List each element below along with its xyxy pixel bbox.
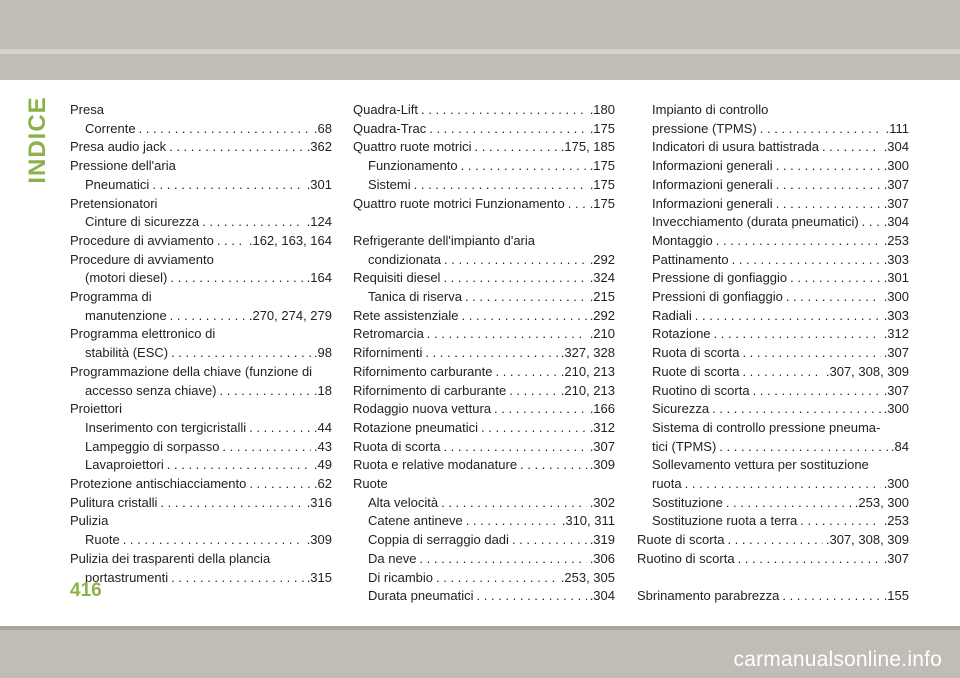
entry-term: Ruote xyxy=(353,476,388,492)
entry-term: Pattinamento xyxy=(652,251,729,267)
index-entry xyxy=(353,456,615,475)
index-subentry xyxy=(70,569,332,588)
entry-page-ref: .315 xyxy=(306,569,332,585)
entry-page-ref: .175 xyxy=(589,120,615,136)
dot-leader xyxy=(685,475,881,494)
entry-term: Durata pneumatici xyxy=(368,588,474,604)
entry-page-ref: .210, 213 xyxy=(560,363,615,379)
entry-term: Sostituzione xyxy=(652,494,723,510)
entry-page-ref: .43 xyxy=(313,438,332,454)
page-number: 416 xyxy=(70,580,102,601)
entry-page-ref: .210, 213 xyxy=(560,382,615,398)
entry-term: Quadra-Trac xyxy=(353,120,427,136)
dot-leader xyxy=(461,157,587,176)
entry-term: Alta velocità xyxy=(368,494,439,510)
entry-page-ref: .309 xyxy=(589,457,615,473)
entry-term: Catene antineve xyxy=(368,513,463,529)
dot-leader xyxy=(477,587,587,606)
entry-term: pressione (TPMS) xyxy=(652,120,757,136)
dot-leader xyxy=(742,363,822,382)
dot-leader xyxy=(171,344,311,363)
entry-term: Retromarcia xyxy=(353,326,424,342)
entry-term: Programma di xyxy=(70,289,152,305)
entry-term: stabilità (ESC) xyxy=(85,345,169,361)
index-subentry xyxy=(637,512,909,531)
entry-page-ref: .175 xyxy=(589,176,615,192)
entry-page-ref: .301 xyxy=(883,270,909,286)
entry-term: Pressione dell'aria xyxy=(70,158,176,174)
index-subentry xyxy=(637,101,909,120)
dot-leader xyxy=(249,419,311,438)
entry-term: Pressione di gonfiaggio xyxy=(652,270,788,286)
dot-leader xyxy=(714,325,881,344)
index-subentry xyxy=(637,475,909,494)
index-entry xyxy=(70,325,332,344)
dot-leader xyxy=(444,251,587,270)
entry-term: Ruotino di scorta xyxy=(652,382,750,398)
entry-term: Ruotino di scorta xyxy=(637,550,735,566)
index-subentry xyxy=(637,232,909,251)
dot-leader xyxy=(790,269,881,288)
index-subentry xyxy=(70,382,332,401)
dot-leader xyxy=(822,138,881,157)
entry-page-ref: .306 xyxy=(589,550,615,566)
entry-page-ref: .304 xyxy=(883,139,909,155)
index-subentry xyxy=(637,269,909,288)
dot-leader xyxy=(742,344,880,363)
entry-page-ref: .302 xyxy=(589,494,615,510)
index-subentry xyxy=(70,120,332,139)
entry-term: Proiettori xyxy=(70,401,123,417)
entry-page-ref: .300 xyxy=(883,158,909,174)
index-subentry xyxy=(637,251,909,270)
index-entry xyxy=(70,195,332,214)
entry-term: Ruote di scorta xyxy=(652,363,740,379)
footer-stripe xyxy=(0,626,960,630)
index-subentry xyxy=(637,307,909,326)
dot-leader xyxy=(726,494,852,513)
entry-page-ref: .124 xyxy=(306,214,332,230)
index-entry xyxy=(70,400,332,419)
entry-page-ref: .175 xyxy=(589,195,615,211)
entry-term: Pulizia xyxy=(70,513,109,529)
entry-term: Sistema di controllo pressione pneuma- xyxy=(652,419,881,435)
dot-leader xyxy=(776,176,881,195)
entry-term: Programmazione della chiave (funzione di xyxy=(70,363,313,379)
index-subentry xyxy=(637,120,909,139)
entry-term: Sostituzione ruota a terra xyxy=(652,513,798,529)
dot-leader xyxy=(419,550,586,569)
entry-page-ref: .307 xyxy=(883,195,909,211)
entry-page-ref: .270, 274, 279 xyxy=(248,307,332,323)
entry-page-ref: .253 xyxy=(883,513,909,529)
dot-leader xyxy=(169,138,304,157)
entry-term: Rotazione xyxy=(652,326,711,342)
top-header-band xyxy=(0,0,960,80)
dot-leader xyxy=(202,213,304,232)
entry-term: Funzionamento xyxy=(368,158,458,174)
index-entry xyxy=(70,157,332,176)
index-entry xyxy=(353,400,615,419)
dot-leader xyxy=(719,438,888,457)
header-stripe xyxy=(0,49,960,54)
dot-leader xyxy=(436,569,558,588)
entry-page-ref: .312 xyxy=(883,326,909,342)
entry-page-ref: .253, 300 xyxy=(854,494,909,510)
entry-term: Rotazione pneumatici xyxy=(353,419,479,435)
dot-leader xyxy=(786,288,881,307)
entry-term: Rete assistenziale xyxy=(353,307,459,323)
index-subentry xyxy=(353,587,615,606)
dot-leader xyxy=(414,176,587,195)
entry-term: manutenzione xyxy=(85,307,167,323)
entry-page-ref: .300 xyxy=(883,289,909,305)
entry-term: accesso senza chiave) xyxy=(85,382,217,398)
entry-page-ref: .44 xyxy=(313,419,332,435)
entry-term: Da neve xyxy=(368,550,417,566)
entry-page-ref: .307, 308, 309 xyxy=(825,532,909,548)
entry-page-ref: .324 xyxy=(589,270,615,286)
entry-page-ref: .180 xyxy=(589,102,615,117)
entry-term: Ruote di scorta xyxy=(637,532,725,548)
index-spacer xyxy=(353,213,615,232)
entry-term: Tanica di riserva xyxy=(368,289,462,305)
index-subentry xyxy=(353,157,615,176)
index-subentry xyxy=(70,438,332,457)
entry-term: Sistemi xyxy=(368,176,411,192)
dot-leader xyxy=(170,269,303,288)
index-entry xyxy=(70,251,332,270)
index-entry xyxy=(70,101,332,120)
entry-page-ref: .18 xyxy=(313,382,332,398)
index-entry xyxy=(353,344,615,363)
index-subentry xyxy=(637,382,909,401)
index-subentry xyxy=(637,419,909,438)
entry-page-ref: .303 xyxy=(883,251,909,267)
dot-leader xyxy=(512,531,587,550)
index-entry xyxy=(353,195,615,214)
entry-term: portastrumenti xyxy=(85,569,169,585)
dot-leader xyxy=(712,400,881,419)
entry-term: condizionata xyxy=(368,251,441,267)
entry-term: Cinture di sicurezza xyxy=(85,214,200,230)
dot-leader xyxy=(222,438,311,457)
index-entry xyxy=(637,550,909,569)
index-entry xyxy=(353,438,615,457)
entry-term: Rifornimento carburante xyxy=(353,363,493,379)
index-entry xyxy=(70,494,332,513)
entry-page-ref: .155 xyxy=(883,588,909,604)
entry-term: Pulitura cristalli xyxy=(70,494,158,510)
dot-leader xyxy=(421,101,587,120)
entry-term: ruota xyxy=(652,476,682,492)
index-subentry xyxy=(637,213,909,232)
index-subentry xyxy=(353,494,615,513)
index-subentry xyxy=(353,550,615,569)
dot-leader xyxy=(753,382,881,401)
dot-leader xyxy=(249,475,311,494)
dot-leader xyxy=(429,120,586,139)
entry-page-ref: .166 xyxy=(589,401,615,417)
dot-leader xyxy=(443,438,586,457)
index-subentry xyxy=(70,213,332,232)
dot-leader xyxy=(800,512,880,531)
entry-page-ref: .300 xyxy=(883,401,909,417)
entry-page-ref: .312 xyxy=(589,419,615,435)
dot-leader xyxy=(568,195,587,214)
index-entry xyxy=(637,531,909,550)
entry-page-ref: .307 xyxy=(883,382,909,398)
entry-page-ref: .175, 185 xyxy=(560,139,615,155)
entry-term: Informazioni generali xyxy=(652,176,773,192)
dot-leader xyxy=(782,587,880,606)
index-subentry xyxy=(637,176,909,195)
entry-term: Pretensionatori xyxy=(70,195,158,211)
index-subentry xyxy=(70,269,332,288)
entry-page-ref: .300 xyxy=(883,476,909,492)
index-column-3 xyxy=(637,101,909,606)
entry-page-ref: .253, 305 xyxy=(560,569,615,585)
index-entry xyxy=(70,512,332,531)
entry-page-ref: .307 xyxy=(589,438,615,454)
entry-page-ref: .303 xyxy=(883,307,909,323)
entry-page-ref: .111 xyxy=(885,120,909,136)
index-entry xyxy=(70,288,332,307)
entry-term: Sollevamento vettura per sostituzione xyxy=(652,457,869,473)
entry-page-ref: .210 xyxy=(589,326,615,342)
index-subentry xyxy=(70,344,332,363)
entry-page-ref: .292 xyxy=(589,307,615,323)
dot-leader xyxy=(160,494,303,513)
entry-page-ref: .49 xyxy=(313,457,332,473)
entry-term: Pulizia dei trasparenti della plancia xyxy=(70,550,271,566)
index-subentry xyxy=(353,288,615,307)
index-column-1 xyxy=(70,101,332,587)
watermark-text: carmanualsonline.info xyxy=(733,648,942,671)
entry-term: Pneumatici xyxy=(85,176,150,192)
entry-term: Informazioni generali xyxy=(652,158,773,174)
entry-term: Inserimento con tergicristalli xyxy=(85,419,247,435)
entry-page-ref: .304 xyxy=(589,588,615,604)
index-subentry xyxy=(637,456,909,475)
index-entry xyxy=(353,382,615,401)
entry-page-ref: .327, 328 xyxy=(560,345,615,361)
entry-term: Informazioni generali xyxy=(652,195,773,211)
dot-leader xyxy=(170,307,246,326)
entry-page-ref: .164 xyxy=(306,270,332,286)
index-subentry xyxy=(70,531,332,550)
entry-term: Di ricambio xyxy=(368,569,434,585)
index-subentry xyxy=(637,363,909,382)
index-entry xyxy=(353,419,615,438)
index-subentry xyxy=(353,569,615,588)
index-entry xyxy=(70,363,332,382)
dot-leader xyxy=(776,195,881,214)
index-subentry xyxy=(70,307,332,326)
entry-page-ref: .292 xyxy=(589,251,615,267)
dot-leader xyxy=(466,512,559,531)
entry-page-ref: .307 xyxy=(883,176,909,192)
entry-term: Sbrinamento parabrezza xyxy=(637,588,780,604)
entry-page-ref: .68 xyxy=(313,120,332,136)
index-entry xyxy=(70,475,332,494)
dot-leader xyxy=(776,157,881,176)
index-subentry xyxy=(637,157,909,176)
entry-term: Ruota di scorta xyxy=(353,438,441,454)
dot-leader xyxy=(220,382,311,401)
index-subentry xyxy=(353,176,615,195)
dot-leader xyxy=(139,120,311,139)
dot-leader xyxy=(217,232,246,251)
index-entry xyxy=(353,101,615,120)
entry-page-ref: .309 xyxy=(306,532,332,548)
entry-page-ref: .162, 163, 164 xyxy=(248,232,332,248)
entry-page-ref: .307, 308, 309 xyxy=(825,363,909,379)
entry-page-ref: .175 xyxy=(589,158,615,174)
entry-page-ref: .310, 311 xyxy=(561,513,615,529)
entry-term: Rifornimenti xyxy=(353,345,423,361)
index-entry xyxy=(353,232,615,251)
entry-term: Programma elettronico di xyxy=(70,326,216,342)
index-column-2 xyxy=(353,101,615,606)
entry-page-ref: .307 xyxy=(883,550,909,566)
dot-leader xyxy=(732,251,881,270)
dot-leader xyxy=(509,382,558,401)
section-label: INDICE xyxy=(24,96,51,184)
index-subentry xyxy=(353,531,615,550)
dot-leader xyxy=(465,288,587,307)
dot-leader xyxy=(462,307,587,326)
index-subentry xyxy=(637,494,909,513)
entry-term: (motori diesel) xyxy=(85,270,168,286)
index-entry xyxy=(353,120,615,139)
index-subentry xyxy=(637,438,909,457)
entry-page-ref: .304 xyxy=(883,214,909,230)
entry-term: Procedure di avviamento xyxy=(70,232,214,248)
entry-page-ref: .319 xyxy=(589,532,615,548)
entry-term: Refrigerante dell'impianto d'aria xyxy=(353,232,536,248)
entry-term: tici (TPMS) xyxy=(652,438,717,454)
dot-leader xyxy=(167,456,311,475)
index-entry xyxy=(353,325,615,344)
dot-leader xyxy=(425,344,557,363)
entry-term: Rodaggio nuova vettura xyxy=(353,401,492,417)
index-entry xyxy=(353,138,615,157)
entry-term: Corrente xyxy=(85,120,136,136)
entry-term: Coppia di serraggio dadi xyxy=(368,532,509,548)
entry-term: Lavaproiettori xyxy=(85,457,164,473)
index-subentry xyxy=(637,288,909,307)
entry-term: Ruota e relative modanature xyxy=(353,457,518,473)
entry-term: Indicatori di usura battistrada xyxy=(652,139,819,155)
index-entry xyxy=(353,269,615,288)
index-subentry xyxy=(353,512,615,531)
dot-leader xyxy=(862,213,881,232)
entry-term: Protezione antischiacciamento xyxy=(70,476,247,492)
dot-leader xyxy=(481,419,587,438)
dot-leader xyxy=(520,456,587,475)
dot-leader xyxy=(695,307,881,326)
entry-page-ref: .215 xyxy=(589,289,615,305)
index-entry xyxy=(70,550,332,569)
entry-term: Ruote xyxy=(85,532,120,548)
index-entry xyxy=(70,232,332,251)
entry-term: Radiali xyxy=(652,307,692,323)
entry-term: Quattro ruote motrici xyxy=(353,139,472,155)
dot-leader xyxy=(727,531,822,550)
dot-leader xyxy=(171,569,304,588)
dot-leader xyxy=(475,138,558,157)
entry-term: Quadra-Lift xyxy=(353,102,419,117)
index-subentry xyxy=(637,325,909,344)
index-subentry xyxy=(70,456,332,475)
index-subentry xyxy=(70,176,332,195)
dot-leader xyxy=(760,120,883,139)
index-subentry xyxy=(70,419,332,438)
entry-page-ref: .98 xyxy=(313,345,332,361)
dot-leader xyxy=(123,531,304,550)
index-entry xyxy=(353,363,615,382)
entry-term: Lampeggio di sorpasso xyxy=(85,438,220,454)
dot-leader xyxy=(427,325,587,344)
index-entry xyxy=(353,307,615,326)
entry-term: Procedure di avviamento xyxy=(70,251,214,267)
entry-term: Rifornimento di carburante xyxy=(353,382,507,398)
index-spacer xyxy=(637,569,909,588)
index-subentry xyxy=(637,400,909,419)
dot-leader xyxy=(152,176,303,195)
dot-leader xyxy=(495,363,557,382)
entry-page-ref: .301 xyxy=(306,176,332,192)
entry-page-ref: .316 xyxy=(306,494,332,510)
entry-page-ref: .62 xyxy=(313,476,332,492)
dot-leader xyxy=(494,400,587,419)
entry-term: Requisiti diesel xyxy=(353,270,441,286)
index-subentry xyxy=(353,251,615,270)
index-entry xyxy=(70,138,332,157)
entry-term: Pressioni di gonfiaggio xyxy=(652,289,783,305)
entry-page-ref: .253 xyxy=(883,232,909,248)
index-subentry xyxy=(637,195,909,214)
entry-term: Presa xyxy=(70,102,104,117)
entry-term: Montaggio xyxy=(652,232,713,248)
entry-page-ref: .84 xyxy=(890,438,909,454)
entry-term: Sicurezza xyxy=(652,401,710,417)
entry-term: Quattro ruote motrici Funzionamento xyxy=(353,195,565,211)
entry-term: Impianto di controllo xyxy=(652,102,769,117)
entry-page-ref: .307 xyxy=(883,345,909,361)
index-entry xyxy=(353,475,615,494)
section-tab xyxy=(24,96,51,184)
index-subentry xyxy=(637,344,909,363)
dot-leader xyxy=(443,269,586,288)
index-subentry xyxy=(637,138,909,157)
dot-leader xyxy=(738,550,881,569)
entry-page-ref: .362 xyxy=(306,139,332,155)
index-entry xyxy=(637,587,909,606)
entry-term: Invecchiamento (durata pneumatici) xyxy=(652,214,859,230)
dot-leader xyxy=(441,494,587,513)
dot-leader xyxy=(716,232,881,251)
entry-term: Ruota di scorta xyxy=(652,345,740,361)
entry-term: Presa audio jack xyxy=(70,139,167,155)
